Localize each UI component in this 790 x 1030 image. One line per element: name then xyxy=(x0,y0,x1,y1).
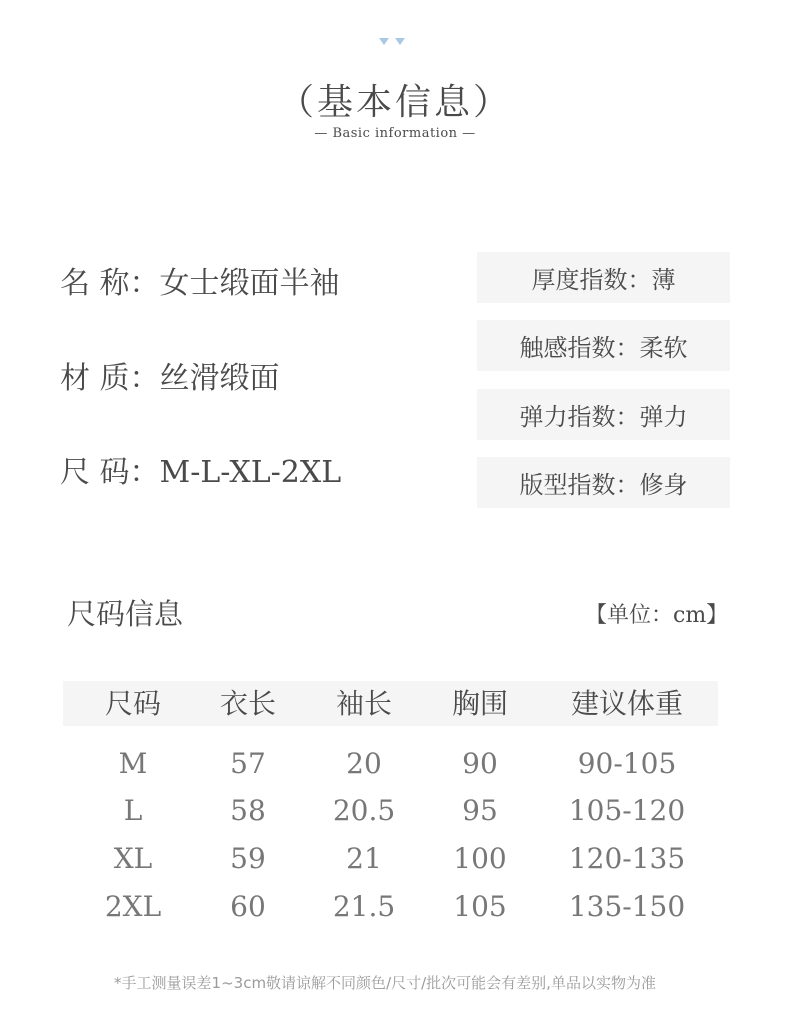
product-size: 尺 码：M-L-XL-2XL xyxy=(60,455,342,490)
table-cell: 90-105 xyxy=(577,747,677,780)
table-cell: XL xyxy=(113,842,153,875)
table-cell: 95 xyxy=(462,794,498,827)
table-cell: 58 xyxy=(230,794,266,827)
table-cell: 57 xyxy=(230,747,266,780)
unit-label: 【单位：cm】 xyxy=(585,603,729,628)
page-title: （基本信息） xyxy=(277,82,512,123)
table-row xyxy=(63,841,718,877)
table-row xyxy=(63,793,718,829)
table-row xyxy=(63,746,718,782)
table-cell: 120-135 xyxy=(568,842,686,875)
column-header-weight: 建议体重 xyxy=(570,687,683,720)
size-table-header xyxy=(63,681,718,726)
table-cell: 21.5 xyxy=(332,890,396,923)
table-cell: 60 xyxy=(230,890,266,923)
table-cell: 2XL xyxy=(104,890,162,923)
table-row xyxy=(63,889,718,925)
table-cell: M xyxy=(118,747,148,780)
fit-index: 版型指数：修身 xyxy=(477,457,730,508)
size-table-body xyxy=(63,746,718,926)
table-cell: 105 xyxy=(453,890,507,923)
thickness-index: 厚度指数：薄 xyxy=(477,252,730,303)
table-cell: L xyxy=(123,794,143,827)
page-subtitle: — Basic information — xyxy=(314,126,476,141)
column-header-length: 衣长 xyxy=(219,687,276,720)
column-header-chest: 胸围 xyxy=(451,687,508,720)
table-cell: 20.5 xyxy=(332,794,396,827)
table-cell: 20 xyxy=(346,747,382,780)
double-chevron-down-icon xyxy=(379,37,409,47)
table-cell: 59 xyxy=(230,842,266,875)
elasticity-index: 弹力指数：弹力 xyxy=(477,389,730,440)
table-cell: 21 xyxy=(346,842,382,875)
touch-index: 触感指数：柔软 xyxy=(477,320,730,371)
table-cell: 105-120 xyxy=(568,794,686,827)
measurement-note: *手工测量误差1~3cm敬请谅解不同颜色/尺寸/批次可能会有差别,单品以实物为准 xyxy=(114,974,656,992)
product-material: 材 质：丝滑缎面 xyxy=(60,361,280,396)
table-cell: 135-150 xyxy=(568,890,686,923)
table-cell: 90 xyxy=(462,747,498,780)
column-header-sleeve: 袖长 xyxy=(335,687,392,720)
product-name: 名 称：女士缎面半袖 xyxy=(60,266,340,301)
size-section-title: 尺码信息 xyxy=(67,597,184,631)
column-header-size: 尺码 xyxy=(104,687,161,720)
table-cell: 100 xyxy=(453,842,507,875)
